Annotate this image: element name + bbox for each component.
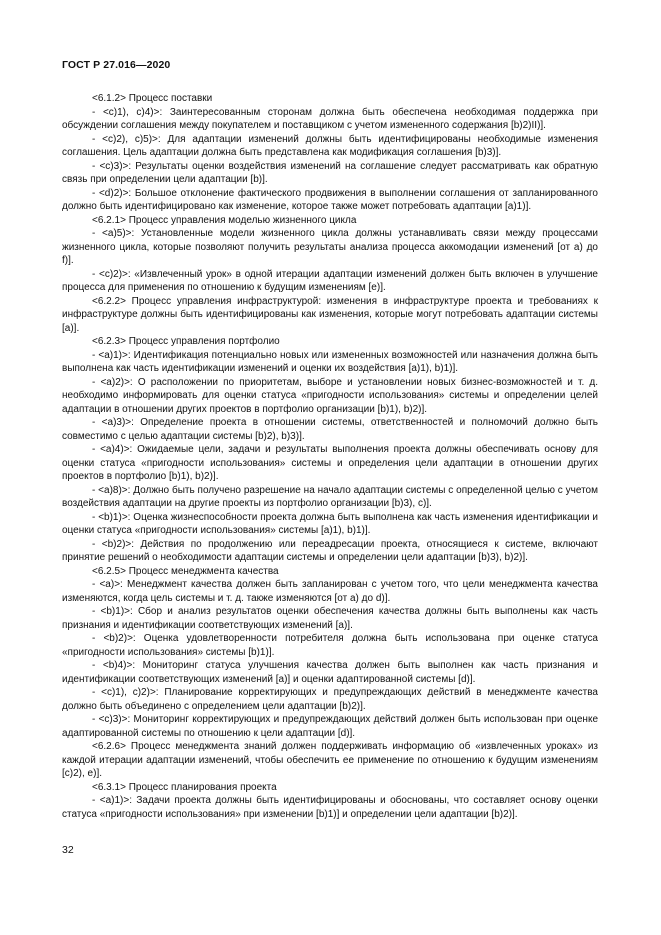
list-item: - <c)1), c)2)>: Планирование корректирующих и предупреждающих действий в менеджменте качества должно быть объединено с определением цели адаптации [b)2)]. [62, 687, 598, 712]
section-paragraph: <6.2.6> Процесс менеджмента знаний должен поддерживать информацию об «извлеченных уроках» из каждой итерации адаптации изменений, чтобы обеспечить ее применение по отношению к будущим изменениям [c)2), e)]. [62, 741, 598, 779]
list-item: - <a)4)>: Ожидаемые цели, задачи и результаты выполнения проекта должны обеспечивать основу для оценки статуса «пригодности использования» системы и определения цели адаптации в отношении других проектов в портфолио [b)1), b)2)]. [62, 444, 598, 482]
list-item: - <b)1)>: Оценка жизнеспособности проекта должна быть выполнена как часть изменения идентификации и оценки статуса «пригодности использования» системы [a)1), b)1)]. [62, 511, 598, 536]
list-item: - <c)3)>: Мониторинг корректирующих и предупреждающих действий должен быть использован при оценке адаптированной системы по отношению к цели адаптации [d)]. [62, 714, 598, 739]
list-item: - <b)2)>: Оценка удовлетворенности потребителя должна быть использована при оценке статуса «пригодности использования» системы [b)1)]. [62, 633, 598, 658]
list-item: - <a)8)>: Должно быть получено разрешение на начало адаптации системы с определенной целью с учетом воздействия адаптации на другие проекты из портфолио организации [b)3), c)]. [62, 484, 598, 509]
document-body [62, 92, 598, 821]
list-item: - <a)1)>: Идентификация потенциально новых или измененных возможностей или назначения должна быть выполнена как часть идентификации изменений и оценки их воздействия [a)1), b)1)]. [62, 349, 598, 374]
list-item: - <a)>: Менеджмент качества должен быть запланирован с учетом того, что цели менеджмента качества изменяются, когда цель системы и т. д. также изменяются [от a) до d)]. [62, 579, 598, 604]
list-item: - <c)1), c)4)>: Заинтересованным сторонам должна быть обеспечена необходимая поддержка при обсуждении соглашения между покупателем и поставщиком с учетом измененного содержания [b)2)II)]. [62, 106, 598, 131]
section-heading: <6.1.2> Процесс поставки [92, 93, 213, 104]
section-heading: <6.3.1> Процесс планирования проекта [92, 781, 277, 793]
list-item: - <b)2)>: Действия по продолжению или переадресации проекта, относящиеся к системе, включают принятие решений о необходимости адаптации системы и определении цели адаптации [b)3), b)2)]. [62, 538, 598, 563]
standard-header: ГОСТ Р 27.016—2020 [62, 59, 171, 71]
list-item: - <a)1)>: Задачи проекта должны быть идентифицированы и обоснованы, что составляет основу оценки статуса «пригодности использования» при изменении [b)1)] и определении цели адаптации [b)2)]. [62, 795, 598, 820]
page-number: 32 [62, 844, 74, 856]
list-item: - <b)4)>: Мониторинг статуса улучшения качества должен быть выполнен как часть признания и идентификации соответствующих изменений [a)] и оценки адаптированной системы [d)]. [62, 660, 598, 685]
list-item: - <c)2)>: «Извлеченный урок» в одной итерации адаптации изменений должен быть включен в улучшение процесса для применения по отношению к будущим изменениям [e)]. [62, 268, 598, 293]
section-heading: <6.2.5> Процесс менеджмента качества [92, 565, 279, 577]
list-item: - <a)3)>: Определение проекта в отношении системы, ответственностей и полномочий должно быть совместимо с целью адаптации системы [b)2), b)3)]. [62, 417, 598, 442]
list-item: - <a)2)>: О расположении по приоритетам, выборе и установлении новых бизнес-возможностей и т. д. необходимо информировать для оценки статуса «пригодности использования» системы и определении целей адаптации в отношении других проектов в портфолио организации [b)1), b)2)]. [62, 376, 598, 415]
list-item: - <b)1)>: Сбор и анализ результатов оценки обеспечения качества должны быть выполнены как часть признания и идентификации соответствующих изменений [a)]. [62, 606, 598, 631]
section-heading: <6.2.1> Процесс управления моделью жизненного цикла [92, 214, 357, 226]
list-item: - <c)3)>: Результаты оценки воздействия изменений на соглашение следует рассматривать как обратную связь при определении цели адаптации [b)]. [62, 160, 598, 185]
list-item: - <c)2), c)5)>: Для адаптации изменений должны быть идентифицированы необходимые изменения соглашения. Цель адаптации должна быть представлена как модификация соглашения [b)3)]. [62, 133, 598, 158]
list-item: - <a)5)>: Установленные модели жизненного цикла должны устанавливать связи между процессами жизненного цикла, которые позволяют получить результаты анализа процесса аккомодации изменений [от a) до f)]. [62, 228, 598, 266]
section-paragraph: <6.2.2> Процесс управления инфраструктурой: изменения в инфраструктуре проекта и требованиях к инфраструктуре должны быть идентифицированы как изменения, которые могут потребовать адаптации системы [a)]. [62, 295, 598, 334]
list-item: - <d)2)>: Большое отклонение фактического продвижения в выполнении соглашения от запланированного должно быть идентифицировано как изменение, которое также может потребовать адаптации [a)1)]. [62, 187, 598, 212]
section-heading: <6.2.3> Процесс управления портфолио [92, 336, 280, 347]
